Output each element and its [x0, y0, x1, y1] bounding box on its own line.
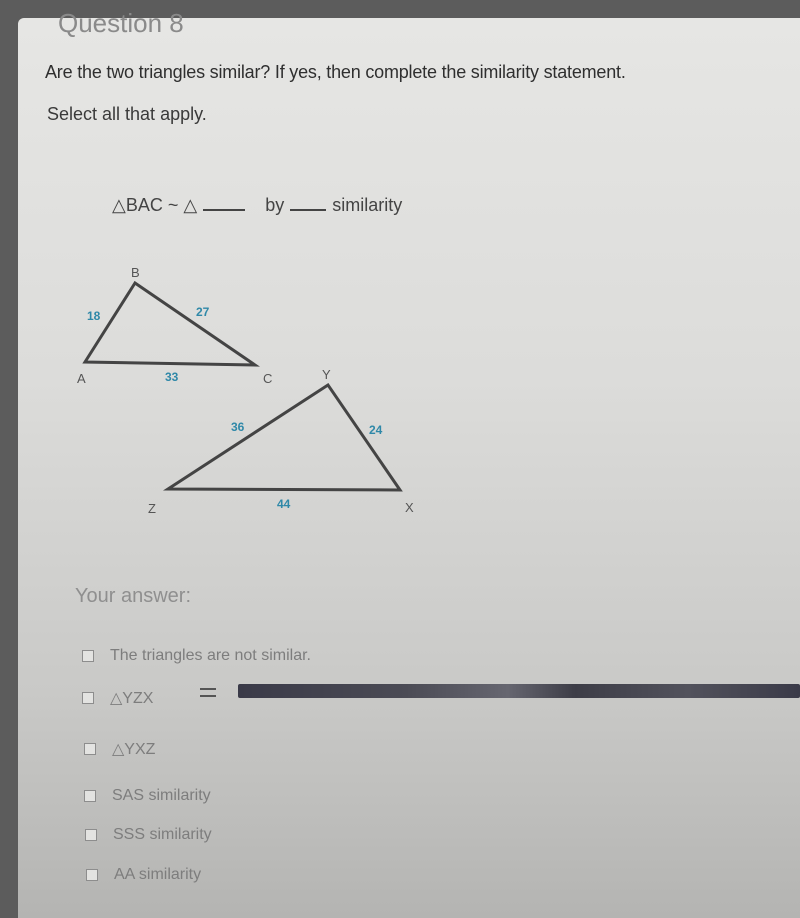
vertex-c: C [263, 371, 273, 386]
option-sss[interactable] [85, 826, 212, 844]
scribble-redaction [238, 684, 800, 698]
triangle-yzx [168, 385, 400, 490]
checkbox[interactable] [82, 650, 94, 662]
vertex-x: X [405, 500, 414, 515]
question-header: Question 8 [58, 8, 184, 38]
vertex-z: Z [148, 501, 156, 516]
option-label: The triangles are not similar. [110, 647, 311, 664]
side-ba-label: 18 [87, 309, 101, 323]
checkbox[interactable] [84, 743, 96, 755]
option-label: SAS similarity [112, 787, 211, 804]
option-label: AA similarity [114, 866, 202, 883]
vertex-y: Y [322, 367, 331, 382]
vertex-a: A [77, 371, 86, 386]
triangle-bac [85, 283, 255, 365]
option-label: SSS similarity [113, 826, 212, 843]
option-aa[interactable] [86, 866, 201, 884]
checkbox[interactable] [84, 790, 96, 802]
side-zy-label: 36 [231, 420, 245, 434]
statement-left: △BAC ~ △ [112, 195, 198, 215]
side-ac-label: 33 [165, 370, 179, 384]
question-text: Are the two triangles similar? If yes, then complete the similarity statement. [45, 62, 626, 82]
side-bc-label: 27 [196, 305, 210, 319]
vertex-b: B [131, 265, 140, 280]
option-label: △YZX [110, 690, 154, 707]
statement-similarity: similarity [332, 195, 403, 215]
checkbox[interactable] [86, 869, 98, 881]
checkbox[interactable] [82, 692, 94, 704]
answer-label: Your answer: [75, 585, 191, 607]
side-zx-label: 44 [277, 497, 291, 511]
equals-mark [200, 688, 216, 697]
option-label: △YXZ [112, 741, 156, 758]
option-yzx[interactable] [82, 688, 153, 708]
question-hint: Select all that apply. [47, 104, 207, 124]
option-not-similar[interactable] [82, 647, 311, 665]
option-yxz[interactable] [84, 739, 155, 759]
checkbox[interactable] [85, 829, 97, 841]
side-yx-label: 24 [369, 423, 383, 437]
statement-by: by [265, 195, 285, 215]
option-sas[interactable] [84, 787, 211, 805]
